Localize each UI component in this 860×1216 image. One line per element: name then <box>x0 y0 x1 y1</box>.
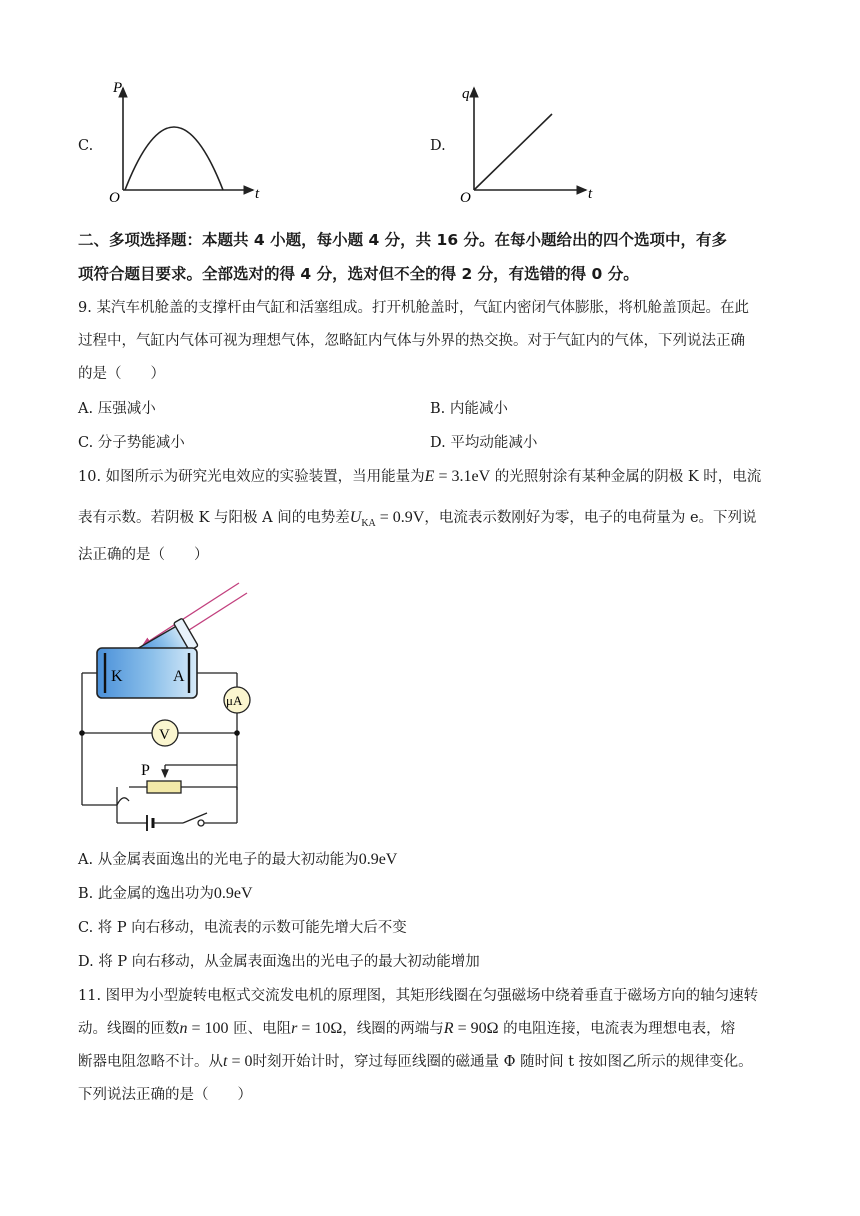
slider-label: P <box>141 762 150 779</box>
q9-option-c: C. 分子势能减小 <box>78 435 185 451</box>
graph-c-origin: O <box>109 190 120 203</box>
section-header-line1: 二、多项选择题：本题共 4 小题，每小题 4 分，共 16 分。在每小题给出的四个选项中，有多 <box>78 231 728 249</box>
q10-line1: 10. 如图所示为研究光电效应的实验装置，当用能量为E = 3.1eV 的光照射涂有某种金属的阴极 K 时，电流 <box>78 468 762 485</box>
rheostat <box>147 781 181 793</box>
q9-option-a: A. 压强减小 <box>78 401 156 417</box>
voltmeter-label: V <box>159 727 170 743</box>
anode-label: A <box>173 668 185 685</box>
q9-option-d: D. 平均动能减小 <box>430 435 538 451</box>
graph-c-y-label: P <box>113 80 123 96</box>
graph-c-curve <box>125 127 223 190</box>
q11-line3: 断器电阻忽略不计。从t = 0时刻开始计时，穿过每匝线圈的磁通量 Φ 随时间 t 按如图乙所示的规律变化。 <box>78 1053 753 1070</box>
q11-line2: 动。线圈的匝数n = 100 匝、电阻r = 10Ω，线圈的两端与R = 90Ω 的电阻连接，电流表为理想电表，熔 <box>78 1020 736 1037</box>
graph-d-y-label: q <box>462 86 470 102</box>
q9-line3: 的是（ ） <box>78 366 165 382</box>
graph-d-linear <box>456 78 631 203</box>
q10-option-a: A. 从金属表面逸出的光电子的最大初动能为0.9eV <box>78 851 398 868</box>
cathode-label: K <box>111 668 123 685</box>
section-header-line2: 项符合题目要求。全部选对的得 4 分，选对但不全的得 2 分，有选错的得 0 分。 <box>78 265 639 283</box>
q10-option-c: C. 将 P 向右移动，电流表的示数可能先增大后不变 <box>78 920 407 936</box>
microammeter-label: μA <box>226 693 243 708</box>
option-c-label: C. <box>78 138 94 154</box>
q10-line3: 法正确的是（ ） <box>78 547 209 563</box>
q11-line1: 11. 图甲为小型旋转电枢式交流发电机的原理图，其矩形线圈在匀强磁场中绕着垂直于磁场方向的轴匀速转 <box>78 988 759 1004</box>
q10-option-b: B. 此金属的逸出功为0.9eV <box>78 885 253 902</box>
q11-line4: 下列说法正确的是（ ） <box>78 1087 252 1103</box>
photoelectric-circuit-diagram <box>75 575 275 835</box>
graph-d-origin: O <box>460 190 471 203</box>
q9-line1: 9. 某汽车机舱盖的支撑杆由气缸和活塞组成。打开机舱盖时，气缸内密闭气体膨胀，将机舱盖顶起。在此 <box>78 300 749 316</box>
graph-c-parabola <box>105 78 280 203</box>
graph-d-x-label: t <box>588 186 593 202</box>
q9-line2: 过程中，气缸内气体可视为理想气体，忽略缸内气体与外界的热交换。对于气缸内的气体，下列说法正确 <box>78 333 745 349</box>
graph-d-line <box>474 114 552 190</box>
q10-option-d: D. 将 P 向右移动，从金属表面逸出的光电子的最大初动能增加 <box>78 954 480 970</box>
graph-c-x-label: t <box>255 186 260 202</box>
option-d-label: D. <box>430 138 446 154</box>
q10-line2: 表有示数。若阴极 K 与阳极 A 间的电势差$U_{KA} = 0.9V$，电流表示数刚好为零，电子的电荷量为 e。下列说 <box>78 509 757 529</box>
q9-option-b: B. 内能减小 <box>430 401 508 417</box>
